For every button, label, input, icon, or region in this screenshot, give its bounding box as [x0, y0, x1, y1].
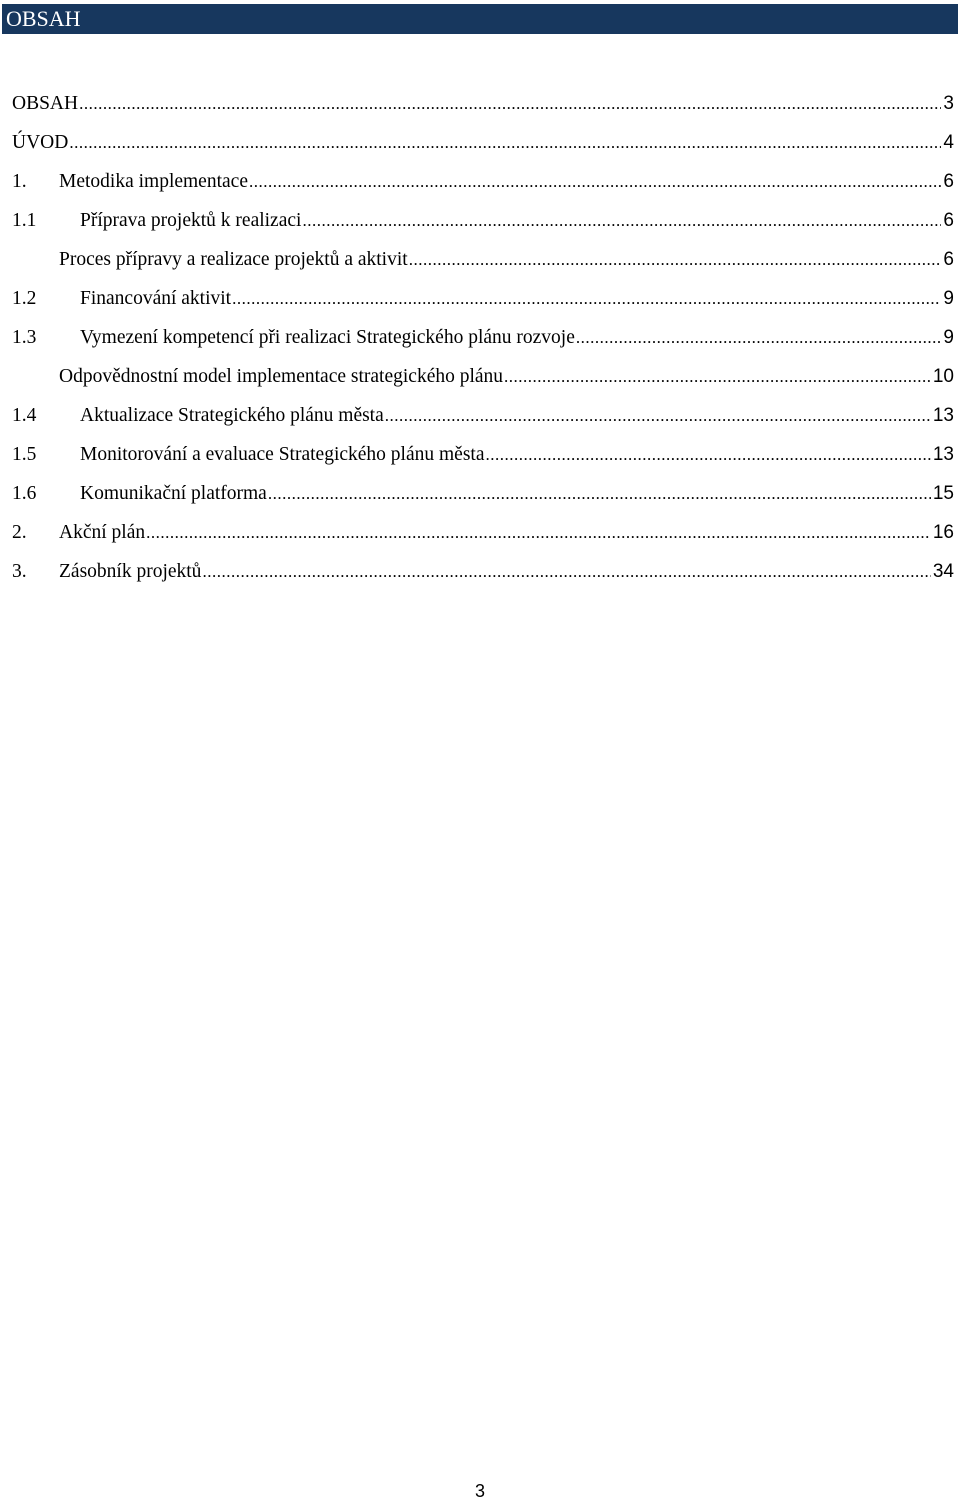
toc-leader-dots [302, 211, 941, 231]
toc-entry-page: 16 [932, 521, 954, 543]
toc-entry-page: 6 [943, 209, 954, 231]
toc-entry-vymezeni-kompetenci[interactable] [12, 318, 954, 357]
toc-entry-akcni-plan[interactable] [12, 513, 954, 552]
toc-leader-dots [232, 289, 941, 309]
toc-entry-label: Monitorování a evaluace Strategického plánu města [80, 443, 485, 465]
toc-entry-label: Zásobník projektů [59, 560, 202, 582]
toc-entry-page: 13 [932, 443, 954, 465]
toc-entry-label: ÚVOD [12, 131, 69, 153]
toc-entry-proces-pripravy[interactable] [12, 240, 954, 279]
toc-entry-page: 9 [943, 326, 954, 348]
toc-leader-dots [202, 562, 930, 582]
section-heading: OBSAH [2, 4, 958, 34]
toc-entry-page: 34 [932, 560, 954, 582]
toc-entry-label: Aktualizace Strategického plánu města [80, 404, 384, 426]
toc-entry-page: 4 [943, 131, 954, 153]
toc-entry-monitorovani[interactable] [12, 435, 954, 474]
toc-entry-odpovednostni-model[interactable] [12, 357, 954, 396]
toc-entry-number: 1.6 [12, 482, 37, 504]
toc-entry-label: Financování aktivit [80, 287, 232, 309]
toc-entry-uvod[interactable] [12, 123, 954, 162]
table-of-contents [12, 84, 954, 591]
toc-entry-number: 1. [12, 170, 27, 192]
toc-leader-dots [504, 367, 931, 387]
toc-entry-number: 1.5 [12, 443, 37, 465]
toc-entry-number: 1.3 [12, 326, 37, 348]
toc-leader-dots [385, 406, 931, 426]
toc-leader-dots [485, 445, 930, 465]
toc-entry-label: Odpovědnostní model implementace strategického plánu [59, 365, 504, 387]
page-number: 3 [474, 1481, 485, 1501]
toc-entry-page: 15 [932, 482, 954, 504]
toc-leader-dots [249, 172, 941, 192]
toc-entry-page: 6 [943, 170, 954, 192]
toc-entry-obsah[interactable] [12, 84, 954, 123]
toc-entry-label: Proces přípravy a realizace projektů a aktivit [59, 248, 408, 270]
toc-leader-dots [69, 133, 941, 153]
toc-entry-label: Akční plán [59, 521, 146, 543]
toc-entry-priprava-projektu[interactable] [12, 201, 954, 240]
toc-entry-label: Vymezení kompetencí při realizaci Strategického plánu rozvoje [80, 326, 575, 348]
toc-entry-aktualizace[interactable] [12, 396, 954, 435]
toc-entry-label: OBSAH [12, 92, 79, 114]
toc-entry-page: 3 [943, 92, 954, 114]
toc-leader-dots [409, 250, 942, 270]
toc-entry-financovani-aktivit[interactable] [12, 279, 954, 318]
toc-entry-zasobnik-projektu[interactable] [12, 552, 954, 591]
toc-entry-label: Metodika implementace [59, 170, 248, 192]
toc-entry-number: 1.4 [12, 404, 37, 426]
toc-entry-page: 6 [943, 248, 954, 270]
toc-entry-metodika-implementace[interactable] [12, 162, 954, 201]
toc-entry-number: 2. [12, 521, 27, 543]
toc-entry-label: Příprava projektů k realizaci [80, 209, 302, 231]
toc-entry-number: 1.1 [12, 209, 37, 231]
toc-entry-number: 1.2 [12, 287, 37, 309]
toc-leader-dots [576, 328, 942, 348]
toc-entry-label: Komunikační platforma [80, 482, 267, 504]
toc-entry-number: 3. [12, 560, 27, 582]
toc-leader-dots [79, 94, 941, 114]
toc-entry-page: 10 [932, 365, 954, 387]
toc-entry-komunikacni-platforma[interactable] [12, 474, 954, 513]
toc-leader-dots [146, 523, 931, 543]
toc-entry-page: 9 [943, 287, 954, 309]
toc-leader-dots [268, 484, 931, 504]
toc-entry-page: 13 [932, 404, 954, 426]
